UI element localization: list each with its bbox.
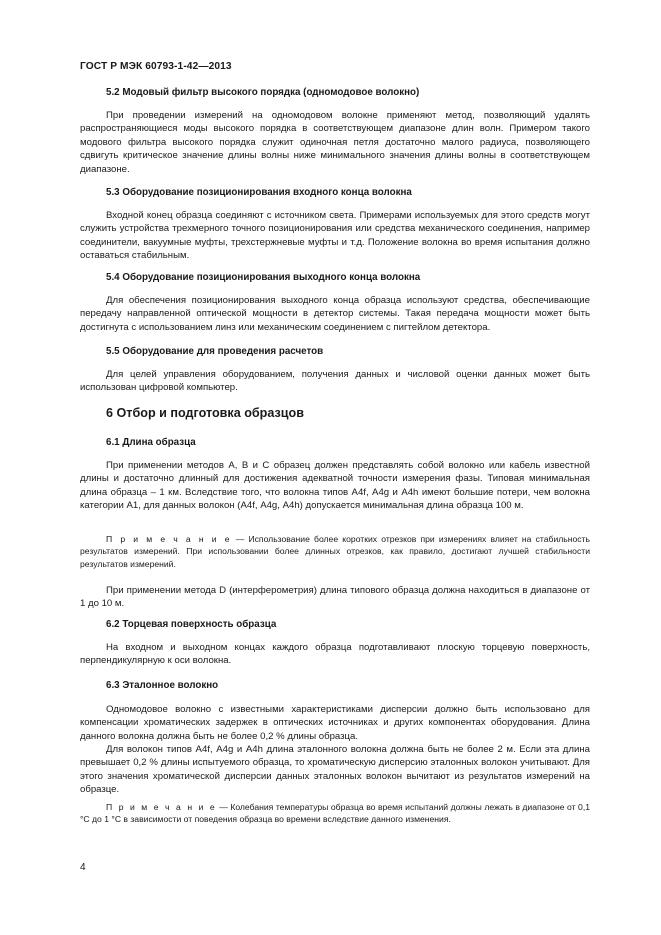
section-6-heading: 6 Отбор и подготовка образцов [106,406,304,420]
section-6-1-heading: 6.1 Длина образца [106,437,196,448]
section-6-1-note [80,533,590,570]
section-5-4-text: Для обеспечения позиционирования выходного конца образца используют средства, обеспечивающие передачу направленной оптической мощности в детектор системы. Такая передача мощности может быть достигнута с использованием линз или механическим соединением с пигтейлом детектора. [80,295,590,333]
section-6-3-heading: 6.3 Эталонное волокно [106,680,219,691]
standard-header: ГОСТ Р МЭК 60793-1-42—2013 [80,61,232,72]
section-5-3-heading: 5.3 Оборудование позиционирования входного конца волокна [106,187,412,198]
section-6-1-text-2: При применении метода D (интерферометрия) длина типового образца должна находиться в диапазоне от 1 до 10 м. [80,585,590,610]
section-5-3-text: Входной конец образца соединяют с источником света. Примерами используемых для этого средств могут служить устройства трехмерного точного позиционирования или средства механического соединения, например соединители, вакуумные муфты, трехстержневые муфты и т.д. Положение волокна во время испытания должно оставаться стабильным. [80,210,590,262]
note-label: П р и м е ч а н и е [106,802,217,812]
note-text: — Колебания температуры образца во время испытаний должны лежать в диапазоне от 0,1 °С до 1 °С в зависимости от поведения образца во времени вследствие данного изменения. [80,802,591,825]
page-number: 4 [80,862,86,873]
section-6-3-note [80,801,590,826]
section-6-2-heading: 6.2 Торцевая поверхность образца [106,619,277,630]
section-5-2-text: При проведении измерений на одномодовом волокне применяют метод, позволяющий удалять распространяющиеся моды высокого порядка в соответствующем диапазоне длин волн. Примером такого модового фильтра высокого порядка служит одиночная петля достаточно малого радиуса, позволяющего сдвигуть критическое значение длины волны ниже минимального значения длины волны в соответствующем диапазоне. [80,110,590,175]
section-5-4-heading: 5.4 Оборудование позиционирования выходного конца волокна [106,272,421,283]
note-text: — Использование более коротких отрезков при измерениях влияет на стабильность результатов измерений. При использовании более длинных отрезков, как правило, достигают лучшей стабильности результатов измерений. [80,534,590,569]
section-6-2-text: На входном и выходном концах каждого образца подготавливают плоскую торцевую поверхность, перпендикулярную к оси волокна. [80,642,590,667]
section-5-5-heading: 5.5 Оборудование для проведения расчетов [106,346,324,357]
section-6-3-text-2: Для волокон типов А4f, А4g и А4h длина эталонного волокна должна быть не более 2 м. Если эта длина превышает 0,2 % длины испытуемого образца, то хроматическую дисперсию эталонных волокон учитывают. Для этого значения хроматической дисперсии данных эталонных волокон вычитают из результатов измерений на образце. [80,744,590,796]
section-5-2-heading: 5.2 Модовый фильтр высокого порядка (одномодовое волокно) [106,87,420,98]
section-5-5-text: Для целей управления оборудованием, получения данных и числовой оценки данных может быть использован цифровой компьютер. [80,369,590,394]
note-label: П р и м е ч а н и е [106,534,232,544]
section-6-3-text: Одномодовое волокно с известными характеристиками дисперсии должно быть использовано для компенсации хроматических задержек в оптических источниках и других компонентах оборудования. Длина данного волокна должна быть не более 0,2 % длины образца. [80,704,590,742]
section-6-1-text: При применении методов А, В и С образец должен представлять собой волокно или кабель известной длины и достаточно длинный для достижения адекватной точности измерения фазы. Типовая минимальная длина образца – 1 км. Вследствие того, что волокна типов А4f, А4g и А4h имеют большие потери, чем волокна категории А1, для данных волокон (А4f, А4g, А4h) допускается минимальная длина образца 100 м. [80,460,590,512]
